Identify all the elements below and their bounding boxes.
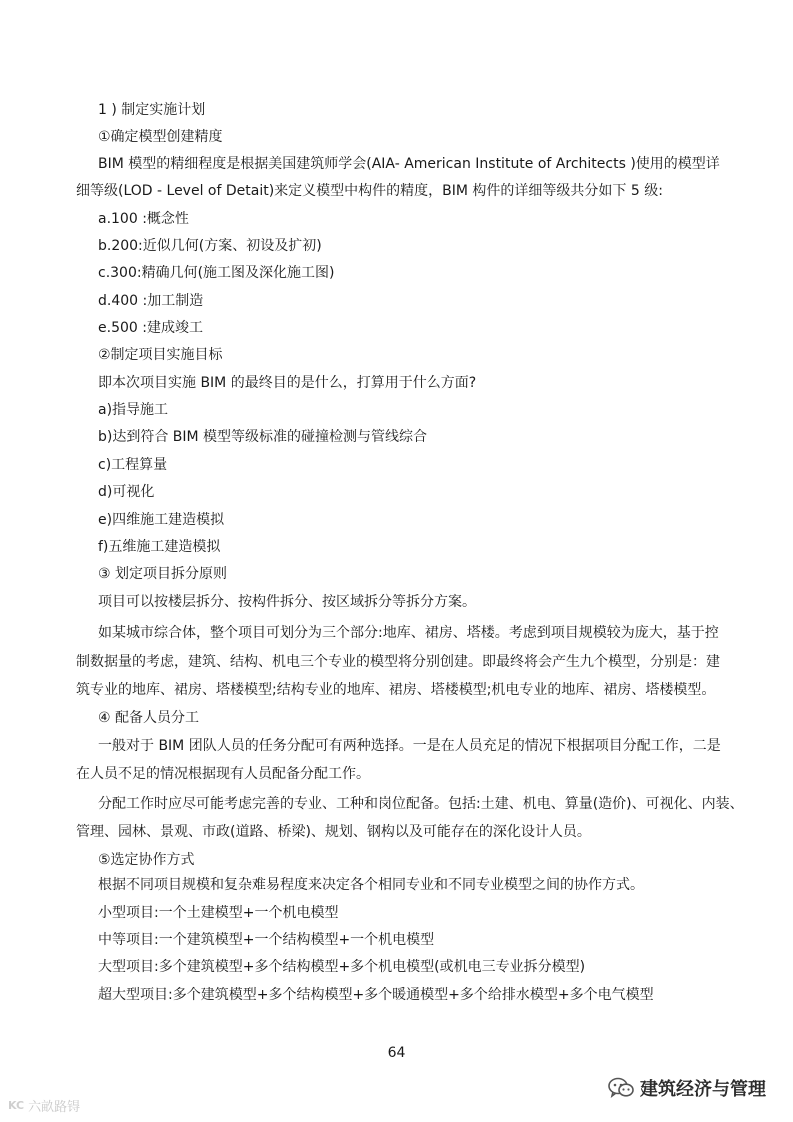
- list-item: 超大型项目:多个建筑模型+多个结构模型+多个暖通模型+多个给排水模型+多个电气模型: [98, 987, 654, 1003]
- subsection-heading: ⑤选定协作方式: [98, 852, 195, 868]
- paragraph-line: 如某城市综合体，整个项目可划分为三个部分:地库、裙房、塔楼。考虑到项目规模较为庞大，基于控: [98, 625, 719, 641]
- list-item: a.100 :概念性: [98, 211, 189, 227]
- paragraph-line: 管理、园林、景观、市政(道路、桥梁)、规划、钢构以及可能存在的深化设计人员。: [76, 824, 591, 840]
- wechat-icon: [608, 1077, 634, 1099]
- list-item: 大型项目:多个建筑模型+多个结构模型+多个机电模型(或机电三专业拆分模型): [98, 959, 586, 975]
- account-watermark: [608, 1076, 766, 1100]
- list-item: c.300:精确几何(施工图及深化施工图): [98, 265, 335, 281]
- paragraph-line: BIM 模型的精细程度是根据美国建筑师学会(AIA- American Institute of Architects )使用的模型详: [98, 156, 720, 172]
- paragraph-line: 一般对于 BIM 团队人员的任务分配可有两种选择。一是在人员充足的情况下根据项目分配工作，二是: [98, 738, 721, 754]
- page-number: 64: [387, 1045, 406, 1061]
- list-item: a)指导施工: [98, 402, 169, 418]
- list-item: e.500 :建成竣工: [98, 320, 203, 336]
- paragraph-line: 制数据量的考虑，建筑、结构、机电三个专业的模型将分别创建。即最终将会产生九个模型，分别是：建: [76, 654, 720, 670]
- list-item: b)达到符合 BIM 模型等级标准的碰撞检测与管线综合: [98, 429, 428, 445]
- list-item: c)工程算量: [98, 457, 168, 473]
- paragraph-line: 筑专业的地库、裙房、塔楼模型;结构专业的地库、裙房、塔楼模型;机电专业的地库、裙房、塔楼模型。: [76, 682, 716, 698]
- subsection-heading: ①确定模型创建精度: [98, 129, 223, 145]
- watermark-text: 六畝路锝: [28, 1099, 81, 1115]
- list-item: e)四维施工建造模拟: [98, 512, 225, 528]
- subsection-heading: ③ 划定项目拆分原则: [98, 566, 228, 582]
- list-item: f)五维施工建造模拟: [98, 539, 221, 555]
- watermark-account-name: 建筑经济与管理: [640, 1079, 766, 1100]
- paragraph-line: 在人员不足的情况根据现有人员配备分配工作。: [76, 766, 370, 782]
- subsection-heading: ②制定项目实施目标: [98, 347, 223, 363]
- paragraph-line: 分配工作时应尽可能考虑完善的专业、工种和岗位配备。包括:土建、机电、算量(造价)、可视化、内装、: [98, 796, 744, 812]
- source-watermark: [8, 1096, 80, 1114]
- list-item: 小型项目:一个土建模型+一个机电模型: [98, 905, 339, 921]
- list-item: b.200:近似几何(方案、初设及扩初): [98, 238, 322, 254]
- list-item: 中等项目:一个建筑模型+一个结构模型+一个机电模型: [98, 932, 435, 948]
- paragraph-line: 即本次项目实施 BIM 的最终目的是什么，打算用于什么方面?: [98, 375, 477, 391]
- subsection-heading: ④ 配备人员分工: [98, 710, 200, 726]
- watermark-logo: KC: [8, 1098, 25, 1112]
- paragraph-line: 细等级(LOD - Level of Detait)来定义模型中构件的精度，BIM 构件的详细等级共分如下 5 级:: [76, 183, 663, 199]
- list-item: d.400 :加工制造: [98, 293, 204, 309]
- list-item: d)可视化: [98, 484, 155, 500]
- paragraph-line: 项目可以按楼层拆分、按构件拆分、按区域拆分等拆分方案。: [98, 594, 476, 610]
- section-heading: 1 ) 制定实施计划: [98, 102, 206, 118]
- paragraph-line: 根据不同项目规模和复杂难易程度来决定各个相同专业和不同专业模型之间的协作方式。: [98, 877, 644, 893]
